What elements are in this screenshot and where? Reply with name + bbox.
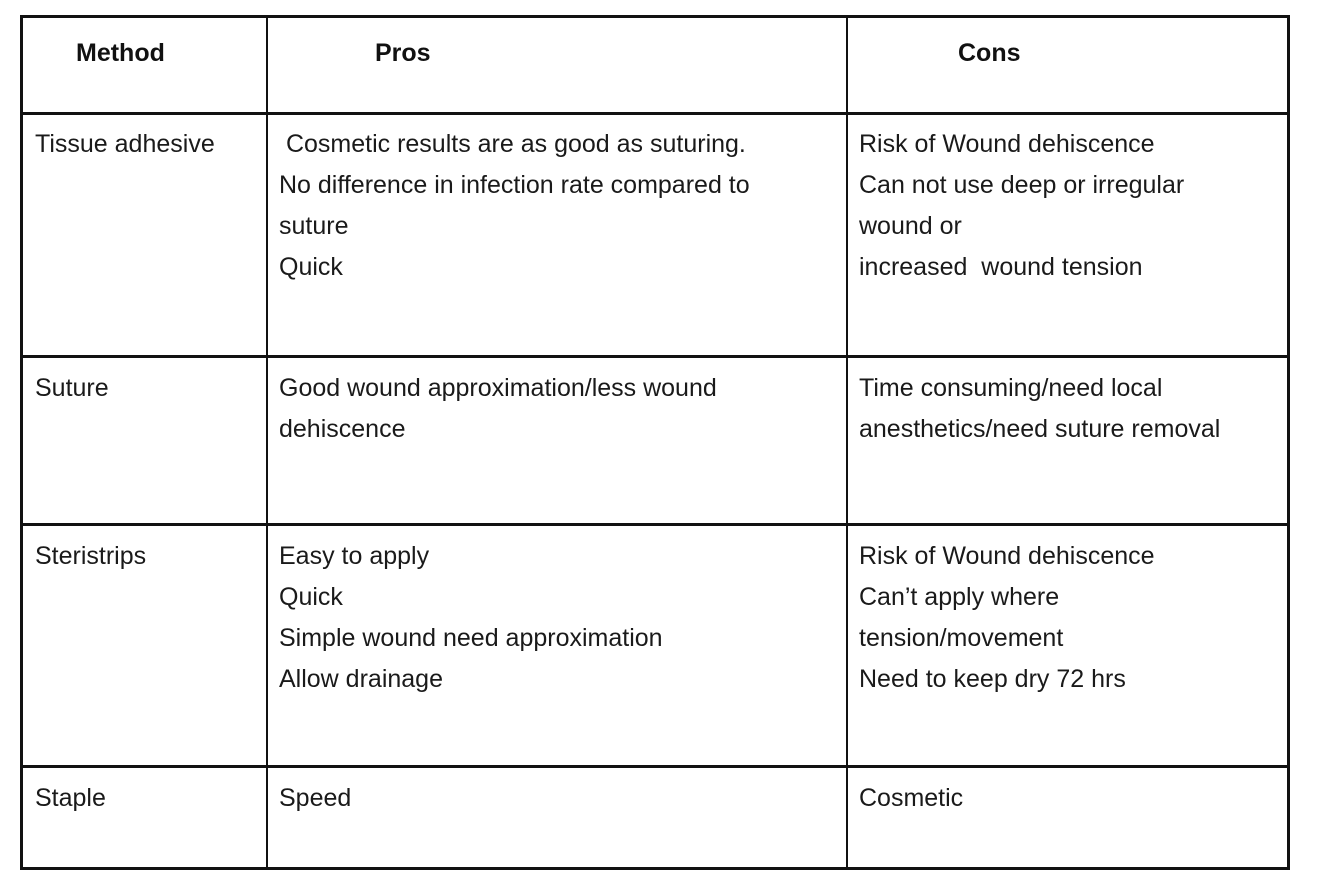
cons-line: tension/movement — [859, 624, 1064, 652]
row-divider — [23, 355, 1287, 358]
pros-line: dehiscence — [279, 415, 406, 443]
pros-line: Simple wound need approximation — [279, 624, 663, 652]
method-cell: Tissue adhesive — [35, 130, 215, 158]
pros-line: suture — [279, 212, 349, 240]
cons-line: wound or — [859, 212, 962, 240]
cons-cell — [859, 778, 963, 819]
pros-cell — [279, 124, 750, 288]
column-divider — [846, 18, 848, 867]
cons-line: Time consuming/need local — [859, 374, 1163, 402]
pros-cell — [279, 778, 351, 819]
cons-cell — [859, 536, 1155, 700]
pros-line: Easy to apply — [279, 542, 430, 570]
cons-line: Need to keep dry 72 hrs — [859, 665, 1126, 693]
pros-line: No difference in infection rate compared to — [279, 171, 750, 199]
pros-line: Speed — [279, 784, 352, 812]
header-method: Method — [76, 39, 165, 67]
method-cell: Steristrips — [35, 542, 147, 570]
cons-line: Can’t apply where — [859, 583, 1060, 611]
cons-cell — [859, 368, 1220, 450]
header-cons: Cons — [958, 39, 1021, 67]
cons-line: Risk of Wound dehiscence — [859, 542, 1155, 570]
pros-cell — [279, 536, 663, 700]
pros-line: Quick — [279, 583, 343, 611]
cons-line: Can not use deep or irregular — [859, 171, 1185, 199]
row-divider — [23, 112, 1287, 115]
pros-line: Cosmetic results are as good as suturing. — [279, 130, 746, 158]
row-divider — [23, 765, 1287, 768]
row-divider — [23, 523, 1287, 526]
method-cell: Suture — [35, 374, 109, 402]
cons-line: Cosmetic — [859, 784, 964, 812]
pros-cell — [279, 368, 717, 450]
header-pros: Pros — [375, 39, 431, 67]
cons-line: increased wound tension — [859, 253, 1143, 281]
pros-line: Good wound approximation/less wound — [279, 374, 717, 402]
cons-line: Risk of Wound dehiscence — [859, 130, 1155, 158]
cons-cell — [859, 124, 1184, 288]
pros-line: Allow drainage — [279, 665, 443, 693]
cons-line: anesthetics/need suture removal — [859, 415, 1221, 443]
comparison-table — [20, 15, 1290, 870]
column-divider — [266, 18, 268, 867]
method-cell: Staple — [35, 784, 106, 812]
pros-line: Quick — [279, 253, 343, 281]
